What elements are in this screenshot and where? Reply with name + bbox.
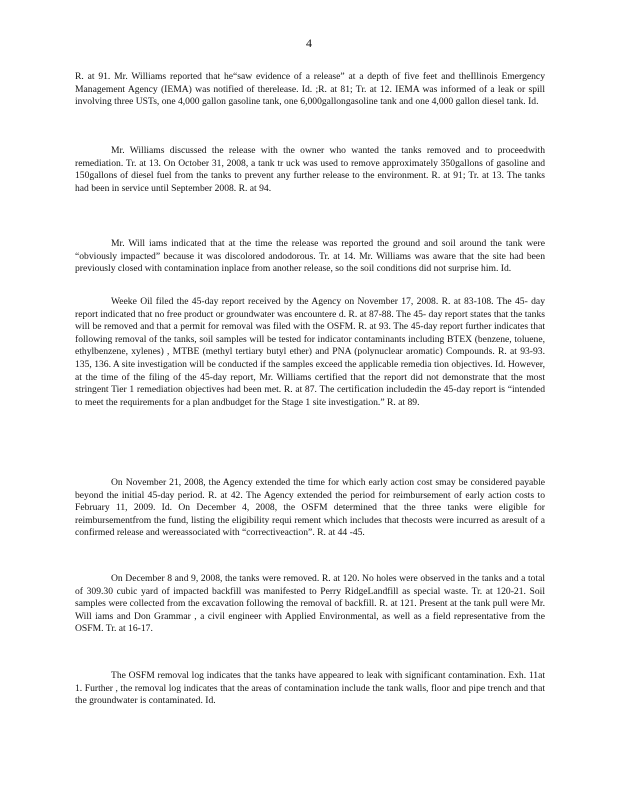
paragraph-3: Mr. Will iams indicated that at the time the release was reported the ground and soil around the tank were “obviously impacted” because it was discolored andodorous. Tr. at 14. Mr. Williams was aware that the site had been previously closed with contamination inplace from another release, so the soil conditions did not surprise him. Id. — [75, 238, 545, 275]
page-number: 4 — [306, 36, 312, 50]
paragraph-7: The OSFM removal log indicates that the tanks have appeared to leak with significant contamination. Exh. 11at 1. Further , the removal log indicates that the areas of contamination include the tank walls, floor and pipe trench and that the groundwater is contaminated. Id. — [75, 670, 545, 707]
paragraph-1: R. at 91. Mr. Williams reported that he“saw evidence of a release” at a depth of five feet and theIllinois Emergency Management Agency (IEMA) was notified of therelease. Id. ;R. at 81; Tr. at 12. IEMA was informed of a leak or spill involving three USTs, one 4,000 gallon gasoline tank, one 6,000gallongasoline tank and one 4,000 gallon diesel tank. Id. — [75, 71, 545, 108]
paragraph-2: Mr. Williams discussed the release with the owner who wanted the tanks removed and to proceedwith remediation. Tr. at 13. On October 31, 2008, a tank tr uck was used to remove approximately 350gallons of gasoline and 150gallons of diesel fuel from the tanks to prevent any further release to the environment. R. at 91; Tr. at 13. The tanks had been in service until September 2008. R. at 94. — [75, 145, 545, 194]
paragraph-4: Weeke Oil filed the 45-day report received by the Agency on November 17, 2008. R. at 83-108. The 45- day report indicated that no free product or groundwater was encountere d. R. at 87-88. The 45- day report states that the tanks will be removed and that a permit for removal was filed with the OSFM. R. at 93. The 45-day report further indicates that following removal of the tanks, soil samples will be tested for indicator contaminants including BTEX (benzene, toluene, ethylbenzene, xylenes) , MTBE (methyl tertiary butyl ether) and PNA (polynuclear aromatic) Compounds. R. at 93-93. 135, 136. A site investigation will be conducted if the samples exceed the applicable remedia tion objectives. Id. However, at the time of the filing of the 45-day report, Mr. Williams certified that the report did not demonstrate that the most stringent Tier 1 remediation objectives had been met. R. at 87. The certification includedin the 45-day report is “intended to meet the requirements for a plan andbudget for the Stage 1 site investigation.” R. at 89. — [75, 296, 545, 408]
paragraph-6: On December 8 and 9, 2008, the tanks were removed. R. at 120. No holes were observed in the tanks and a total of 309.30 cubic yard of impacted backfill was manifested to Perry RidgeLandfill as special waste. Tr. at 120-21. Soil samples were collected from the excavation following the removal of backfill. R. at 121. Present at the tank pull were Mr. Will iams and Don Grammar , a civil engineer with Applied Environmental, as well as a field representative from the OSFM. Tr. at 16-17. — [75, 573, 545, 635]
paragraph-5: On November 21, 2008, the Agency extended the time for which early action cost smay be considered payable beyond the initial 45-day period. R. at 42. The Agency extended the period for reimbursement of early action costs to February 11, 2009. Id. On December 4, 2008, the OSFM determined that the three tanks were eligible for reimbursementfrom the fund, listing the eligibility requi rement which includes that thecosts were incurred as aresult of a confirmed release and wereassociated with “correctiveaction”. R. at 44 -45. — [75, 477, 545, 539]
